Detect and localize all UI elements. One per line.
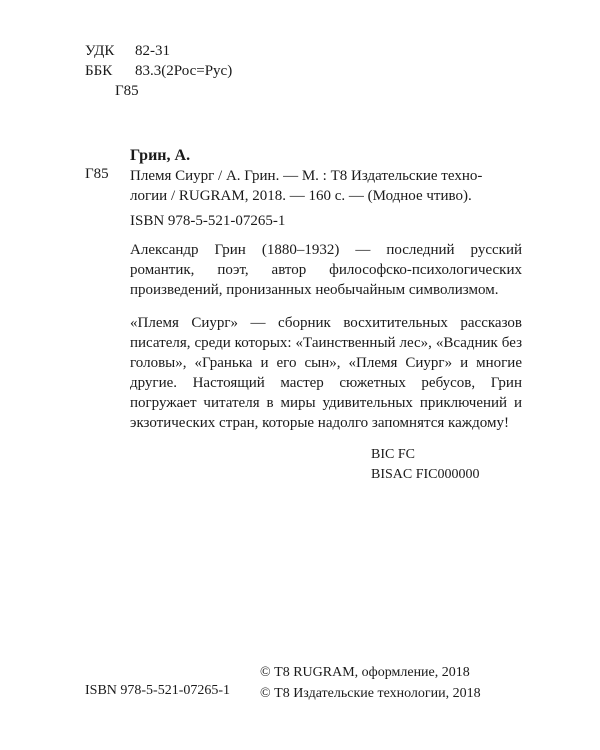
subject-codes: [371, 445, 480, 485]
bibliographic-description: [130, 166, 482, 206]
author-mark-record: Г85: [85, 166, 109, 182]
annotation-paragraph-1: Александр Грин (1880–1932) — последний русский романтик, поэт, автор философско-психологических произведений, пронизанных необычайным символизмом.: [130, 242, 522, 298]
udk-value: 82-31: [135, 43, 170, 59]
isbn-record: ISBN 978-5-521-07265-1: [130, 213, 286, 229]
bisac-code: BISAC FIC000000: [371, 467, 480, 482]
annotation-paragraph-2: «Племя Сиург» — сборник восхитительных рассказов писателя, среди которых: «Таинственный лес», «Всадник без головы», «Гранька и его сын», «Племя Сиург» и многие другие. Настоящий мастер сюжетных ребусов, Грин погружает читателя в миры удивительных приключений и экзотических стран, которые надолго запомнятся каждому!: [130, 315, 522, 431]
bbk-value: 83.3(2Рос=Рус): [135, 63, 233, 79]
udk-label: УДК: [85, 43, 115, 59]
copyright-line-2: © Т8 Издательские технологии, 2018: [260, 686, 481, 701]
bibliographic-line-1: Племя Сиург / А. Грин. — М. : Т8 Издательские техно-: [130, 168, 483, 184]
udk-line: [85, 41, 170, 61]
author-mark-top: Г85: [115, 83, 139, 99]
isbn-footer: ISBN 978-5-521-07265-1: [85, 683, 231, 698]
bibliographic-line-2: логии / RUGRAM, 2018. — 160 с. — (Модное чтиво).: [130, 188, 472, 204]
bbk-line: [85, 61, 232, 81]
copyright-block: [260, 662, 481, 704]
author-heading: Грин, А.: [130, 147, 191, 164]
bbk-label: ББК: [85, 63, 113, 79]
copyright-line-1: © Т8 RUGRAM, оформление, 2018: [260, 665, 470, 680]
annotation: [130, 240, 522, 433]
bic-code: BIC FC: [371, 447, 415, 462]
